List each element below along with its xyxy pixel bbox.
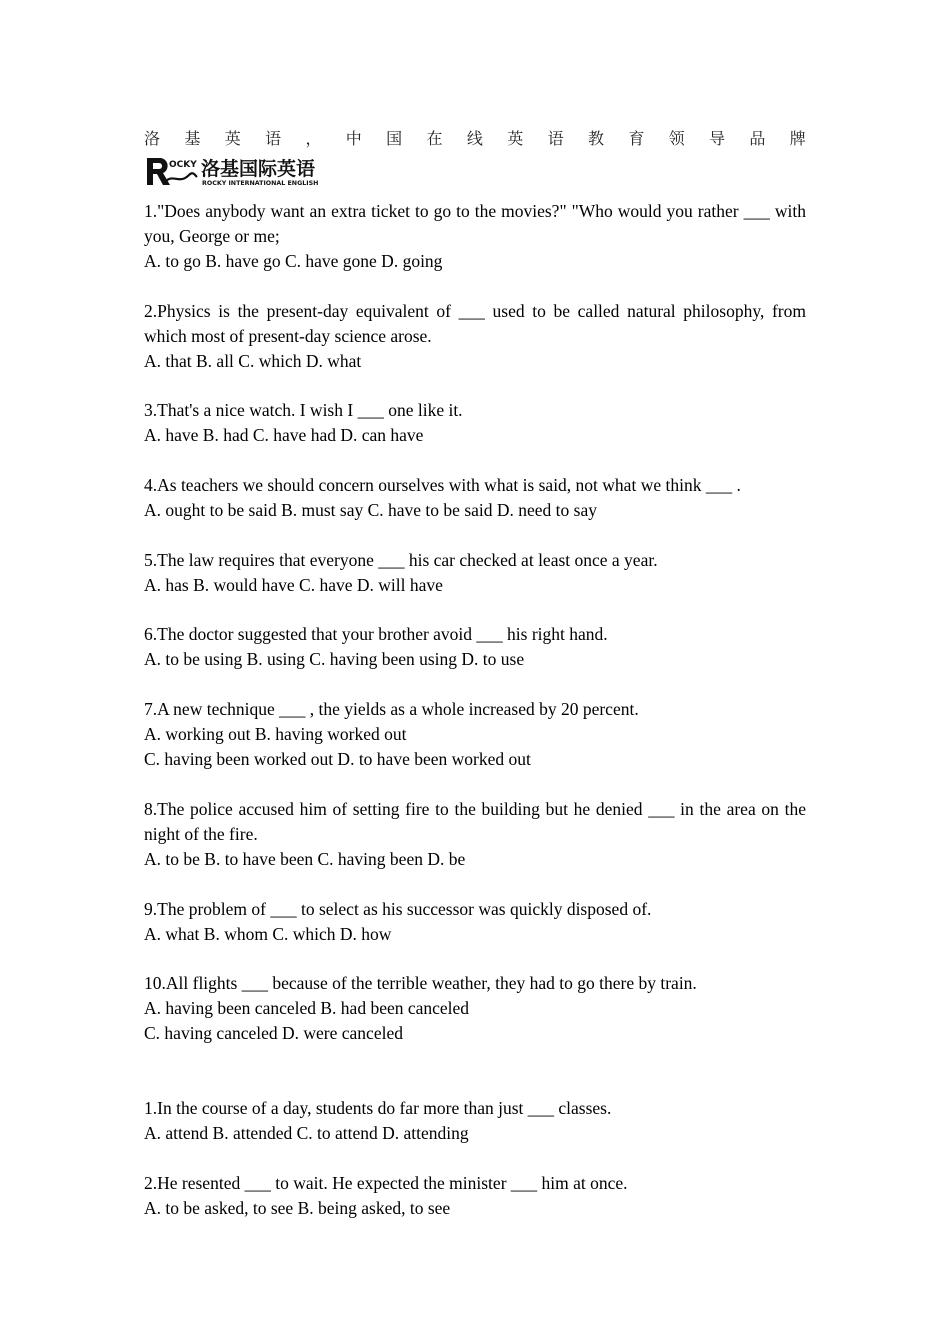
question-block	[144, 299, 806, 374]
slogan-char: 育	[628, 128, 645, 148]
slogan-char: 洛	[144, 128, 161, 148]
question-options: A. that B. all C. which D. what	[144, 350, 362, 371]
question-block	[144, 797, 806, 872]
question-options: A. what B. whom C. which D. how	[144, 923, 392, 944]
logo-mark-text: OCKY	[169, 160, 197, 170]
question-options: A. working out B. having worked out	[144, 724, 407, 745]
slogan-char: 教	[587, 128, 604, 148]
question-stem: 1."Does anybody want an extra ticket to go to the movies?" "Who would you rather ___ with you, George or me;	[144, 201, 806, 246]
question-block	[144, 1096, 806, 1146]
slogan-char: 领	[668, 128, 685, 148]
question-stem: 2.He resented ___ to wait. He expected the minister ___ him at once.	[144, 1172, 628, 1193]
slogan-char: 语	[265, 128, 282, 148]
slogan-char: 英	[224, 128, 241, 148]
question-stem: 7.A new technique ___ , the yields as a whole increased by 20 percent.	[144, 699, 639, 720]
logo-en-name: ROCKY INTERNATIONAL ENGLISH	[202, 180, 319, 187]
question-block	[144, 622, 806, 672]
question-stem: 5.The law requires that everyone ___ his car checked at least once a year.	[144, 549, 658, 570]
question-block	[144, 897, 806, 947]
question-options: A. to be asked, to see B. being asked, to see	[144, 1197, 451, 1218]
question-block	[144, 473, 806, 523]
question-block	[144, 548, 806, 598]
slogan-char: 牌	[789, 128, 806, 148]
question-options: C. having been worked out D. to have been worked out	[144, 749, 531, 770]
question-options: A. having been canceled B. had been canceled	[144, 998, 470, 1019]
question-options: A. to go B. have go C. have gone D. going	[144, 251, 443, 271]
question-stem: 3.That's a nice watch. I wish I ___ one like it.	[144, 400, 463, 421]
question-stem: 4.As teachers we should concern ourselves with what is said, not what we think ___ .	[144, 475, 741, 496]
slogan-char: ，	[305, 128, 322, 148]
slogan-char: 导	[709, 128, 726, 148]
question-stem: 10.All flights ___ because of the terrible weather, they had to go there by train.	[144, 973, 697, 994]
header-slogan	[144, 124, 806, 150]
question-stem: 6.The doctor suggested that your brother avoid ___ his right hand.	[144, 624, 608, 645]
slogan-char: 中	[345, 128, 362, 148]
slogan-char: 在	[426, 128, 443, 148]
slogan-char: 品	[749, 128, 766, 148]
question-options: A. have B. had C. have had D. can have	[144, 425, 424, 446]
question-block	[144, 398, 806, 448]
question-options: A. to be B. to have been C. having been D. be	[144, 848, 466, 869]
question-stem: 9.The problem of ___ to select as his successor was quickly disposed of.	[144, 898, 652, 919]
slogan-char: 国	[386, 128, 403, 148]
question-options: A. has B. would have C. have D. will have	[144, 574, 443, 595]
question-options: A. attend B. attended C. to attend D. attending	[144, 1122, 469, 1143]
question-block	[144, 1171, 806, 1221]
question-stem: 1.In the course of a day, students do far more than just ___ classes.	[144, 1097, 612, 1118]
slogan-char: 语	[547, 128, 564, 148]
question-content	[144, 199, 806, 1245]
question-options: C. having canceled D. were canceled	[144, 1023, 403, 1044]
slogan-char: 线	[466, 128, 483, 148]
question-block	[144, 971, 806, 1046]
question-options: A. ought to be said B. must say C. have to be said D. need to say	[144, 500, 597, 521]
logo-cn-name: 洛基国际英语	[201, 158, 316, 180]
question-stem: 8.The police accused him of setting fire to the building but he denied ___ in the area on the night of the fire.	[144, 798, 806, 844]
slogan-char: 英	[507, 128, 524, 148]
question-stem: 2.Physics is the present-day equivalent of ___ used to be called natural philosophy, from which most of present-day science arose.	[144, 300, 806, 346]
section-divider	[144, 1071, 806, 1096]
question-block	[144, 697, 806, 772]
question-options: A. to be using B. using C. having been using D. to use	[144, 649, 525, 670]
question-block	[144, 199, 806, 274]
rocky-logo	[145, 155, 321, 187]
slogan-char: 基	[184, 128, 201, 148]
